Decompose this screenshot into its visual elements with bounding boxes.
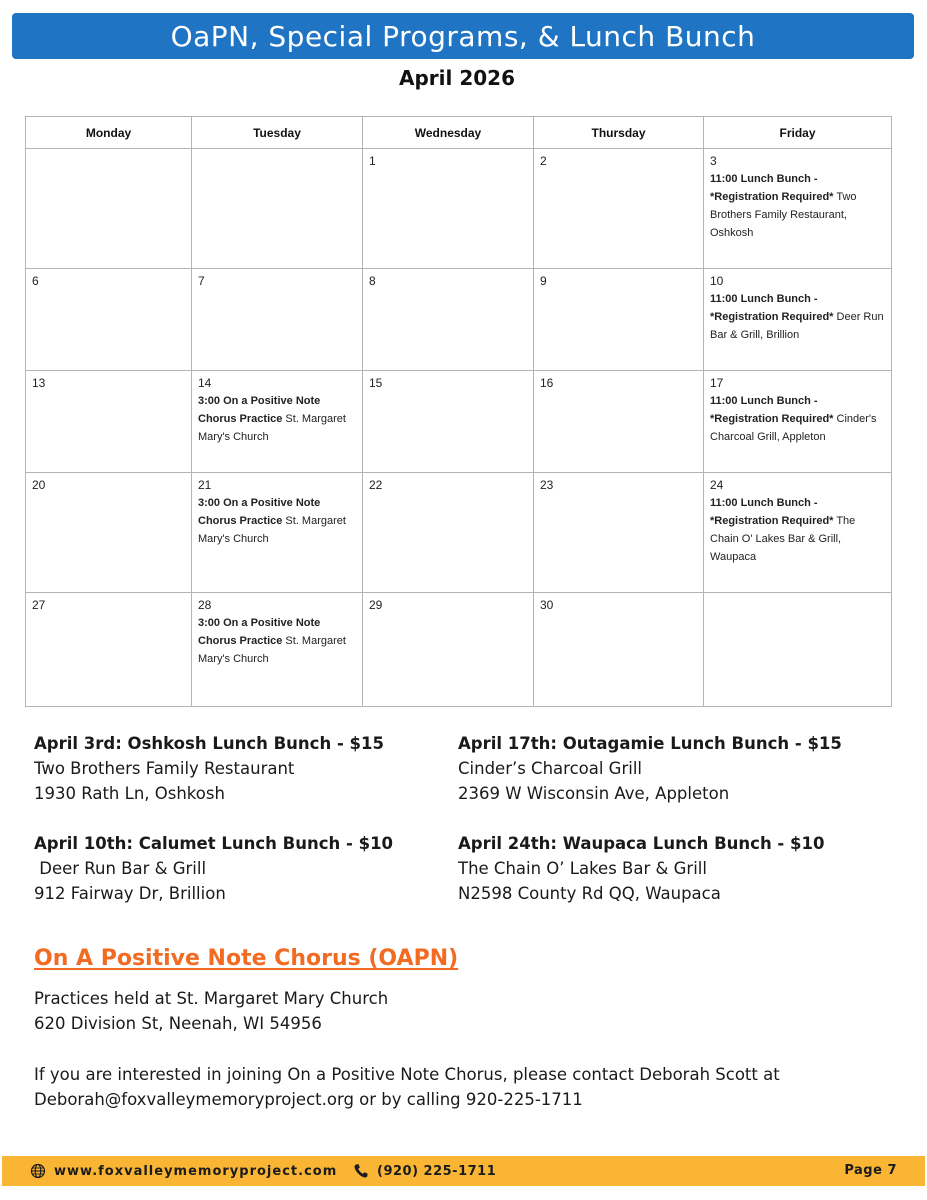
day-number: 13 [32, 376, 46, 390]
day-number: 30 [540, 598, 554, 612]
event-location: Deer Run Bar & Grill, Brillion [710, 311, 884, 341]
calendar-cell [363, 593, 534, 707]
calendar-header-row [26, 117, 892, 149]
lunch-venue: Deer Run Bar & Grill [34, 859, 207, 878]
calendar-week-2 [26, 269, 892, 371]
day-header-friday: Friday [704, 117, 892, 149]
event-lunch-bunch [710, 494, 885, 566]
lunch-venue: Cinder’s Charcoal Grill [458, 759, 642, 778]
day-number: 15 [369, 376, 383, 390]
day-header-tuesday: Tuesday [192, 117, 363, 149]
calendar-cell [363, 371, 534, 473]
calendar-cell [192, 371, 363, 473]
event-location: St. Margaret Mary's Church [198, 413, 346, 443]
calendar-cell [534, 149, 704, 269]
day-number: 7 [198, 274, 205, 288]
event-time-title: 11:00 Lunch Bunch - *Registration Required* [710, 497, 834, 527]
event-lunch-bunch [710, 290, 885, 344]
calendar-cell [363, 473, 534, 593]
lunch-address: 912 Fairway Dr, Brillion [34, 884, 226, 903]
lunch-info-oshkosh [34, 731, 384, 806]
day-number: 29 [369, 598, 383, 612]
calendar-week-5 [26, 593, 892, 707]
calendar-cell [363, 149, 534, 269]
calendar-cell [534, 269, 704, 371]
event-lunch-bunch [710, 170, 885, 242]
event-time-title: 11:00 Lunch Bunch - *Registration Required* [710, 173, 834, 203]
lunch-address: 1930 Rath Ln, Oshkosh [34, 784, 225, 803]
calendar-cell [704, 473, 892, 593]
calendar-cell [363, 269, 534, 371]
calendar-cell [534, 593, 704, 707]
calendar-cell [26, 269, 192, 371]
lunch-address: 2369 W Wisconsin Ave, Appleton [458, 784, 730, 803]
calendar-cell [26, 371, 192, 473]
event-location: The Chain O' Lakes Bar & Grill, Waupaca [710, 515, 856, 563]
calendar-cell-empty [26, 149, 192, 269]
website-url[interactable]: www.foxvalleymemoryproject.com [54, 1163, 338, 1179]
header-banner [12, 13, 914, 59]
lunch-heading: April 24th: Waupaca Lunch Bunch - $10 [458, 834, 825, 853]
day-number: 1 [369, 154, 376, 168]
contact-email-phone: Deborah@foxvalleymemoryproject.org or by calling 920-225-1711 [34, 1090, 583, 1109]
day-number: 22 [369, 478, 383, 492]
lunch-info-waupaca [458, 831, 824, 906]
event-time-title: 3:00 On a Positive Note Chorus Practice [198, 617, 321, 647]
event-time-title: 3:00 On a Positive Note Chorus Practice [198, 497, 321, 527]
lunch-heading: April 17th: Outagamie Lunch Bunch - $15 [458, 734, 842, 753]
event-location: Two Brothers Family Restaurant, Oshkosh [710, 191, 857, 239]
calendar-cell [192, 473, 363, 593]
footer-website[interactable] [30, 1163, 337, 1179]
calendar-cell [192, 269, 363, 371]
day-number: 9 [540, 274, 547, 288]
lunch-heading: April 3rd: Oshkosh Lunch Bunch - $15 [34, 734, 384, 753]
lunch-venue: Two Brothers Family Restaurant [34, 759, 295, 778]
day-number: 28 [198, 598, 212, 612]
calendar-cell [704, 371, 892, 473]
calendar-cell-empty [192, 149, 363, 269]
month-title: April 2026 [399, 66, 515, 90]
day-header-thursday: Thursday [534, 117, 704, 149]
calendar-cell [26, 593, 192, 707]
event-location: Cinder's Charcoal Grill, Appleton [710, 413, 877, 443]
contact-text: If you are interested in joining On a Positive Note Chorus, please contact Deborah Scott at [34, 1065, 780, 1084]
calendar-cell-empty [704, 593, 892, 707]
footer-phone[interactable] [353, 1163, 496, 1179]
calendar-cell [534, 473, 704, 593]
globe-icon [30, 1163, 46, 1179]
day-number: 10 [710, 274, 724, 288]
event-chorus-practice [198, 494, 356, 548]
day-number: 24 [710, 478, 724, 492]
lunch-info-outagamie [458, 731, 842, 806]
day-number: 23 [540, 478, 554, 492]
event-location: St. Margaret Mary's Church [198, 635, 346, 665]
page-footer [2, 1156, 925, 1186]
lunch-address: N2598 County Rd QQ, Waupaca [458, 884, 721, 903]
day-number: 6 [32, 274, 39, 288]
calendar-week-4 [26, 473, 892, 593]
lunch-info-calumet [34, 831, 393, 906]
event-time-title: 11:00 Lunch Bunch - *Registration Required* [710, 395, 834, 425]
day-number: 2 [540, 154, 547, 168]
day-header-monday: Monday [26, 117, 192, 149]
day-number: 3 [710, 154, 717, 168]
day-number: 16 [540, 376, 554, 390]
oapn-contact-info [34, 1062, 780, 1112]
event-chorus-practice [198, 392, 356, 446]
practice-location: Practices held at St. Margaret Mary Church [34, 989, 389, 1008]
calendar-cell [704, 269, 892, 371]
day-number: 8 [369, 274, 376, 288]
page-title: OaPN, Special Programs, & Lunch Bunch [170, 19, 756, 53]
event-time-title: 11:00 Lunch Bunch - *Registration Required* [710, 293, 834, 323]
event-location: St. Margaret Mary's Church [198, 515, 346, 545]
page-number: Page 7 [844, 1163, 897, 1178]
calendar-week-1 [26, 149, 892, 269]
calendar-cell [192, 593, 363, 707]
phone-icon [353, 1163, 369, 1179]
day-number: 17 [710, 376, 724, 390]
day-number: 20 [32, 478, 46, 492]
calendar-cell [704, 149, 892, 269]
day-number: 27 [32, 598, 46, 612]
day-header-wednesday: Wednesday [363, 117, 534, 149]
event-chorus-practice [198, 614, 356, 668]
calendar-cell [26, 473, 192, 593]
lunch-venue: The Chain O’ Lakes Bar & Grill [458, 859, 707, 878]
oapn-practice-info [34, 986, 388, 1036]
calendar-cell [534, 371, 704, 473]
phone-number[interactable]: (920) 225-1711 [377, 1163, 497, 1179]
calendar-week-3 [26, 371, 892, 473]
event-lunch-bunch [710, 392, 885, 446]
day-number: 14 [198, 376, 212, 390]
calendar-table [25, 116, 892, 707]
event-time-title: 3:00 On a Positive Note Chorus Practice [198, 395, 321, 425]
practice-address: 620 Division St, Neenah, WI 54956 [34, 1014, 322, 1033]
day-number: 21 [198, 478, 212, 492]
oapn-section-title[interactable]: On A Positive Note Chorus (OAPN) [34, 946, 459, 971]
lunch-heading: April 10th: Calumet Lunch Bunch - $10 [34, 834, 394, 853]
